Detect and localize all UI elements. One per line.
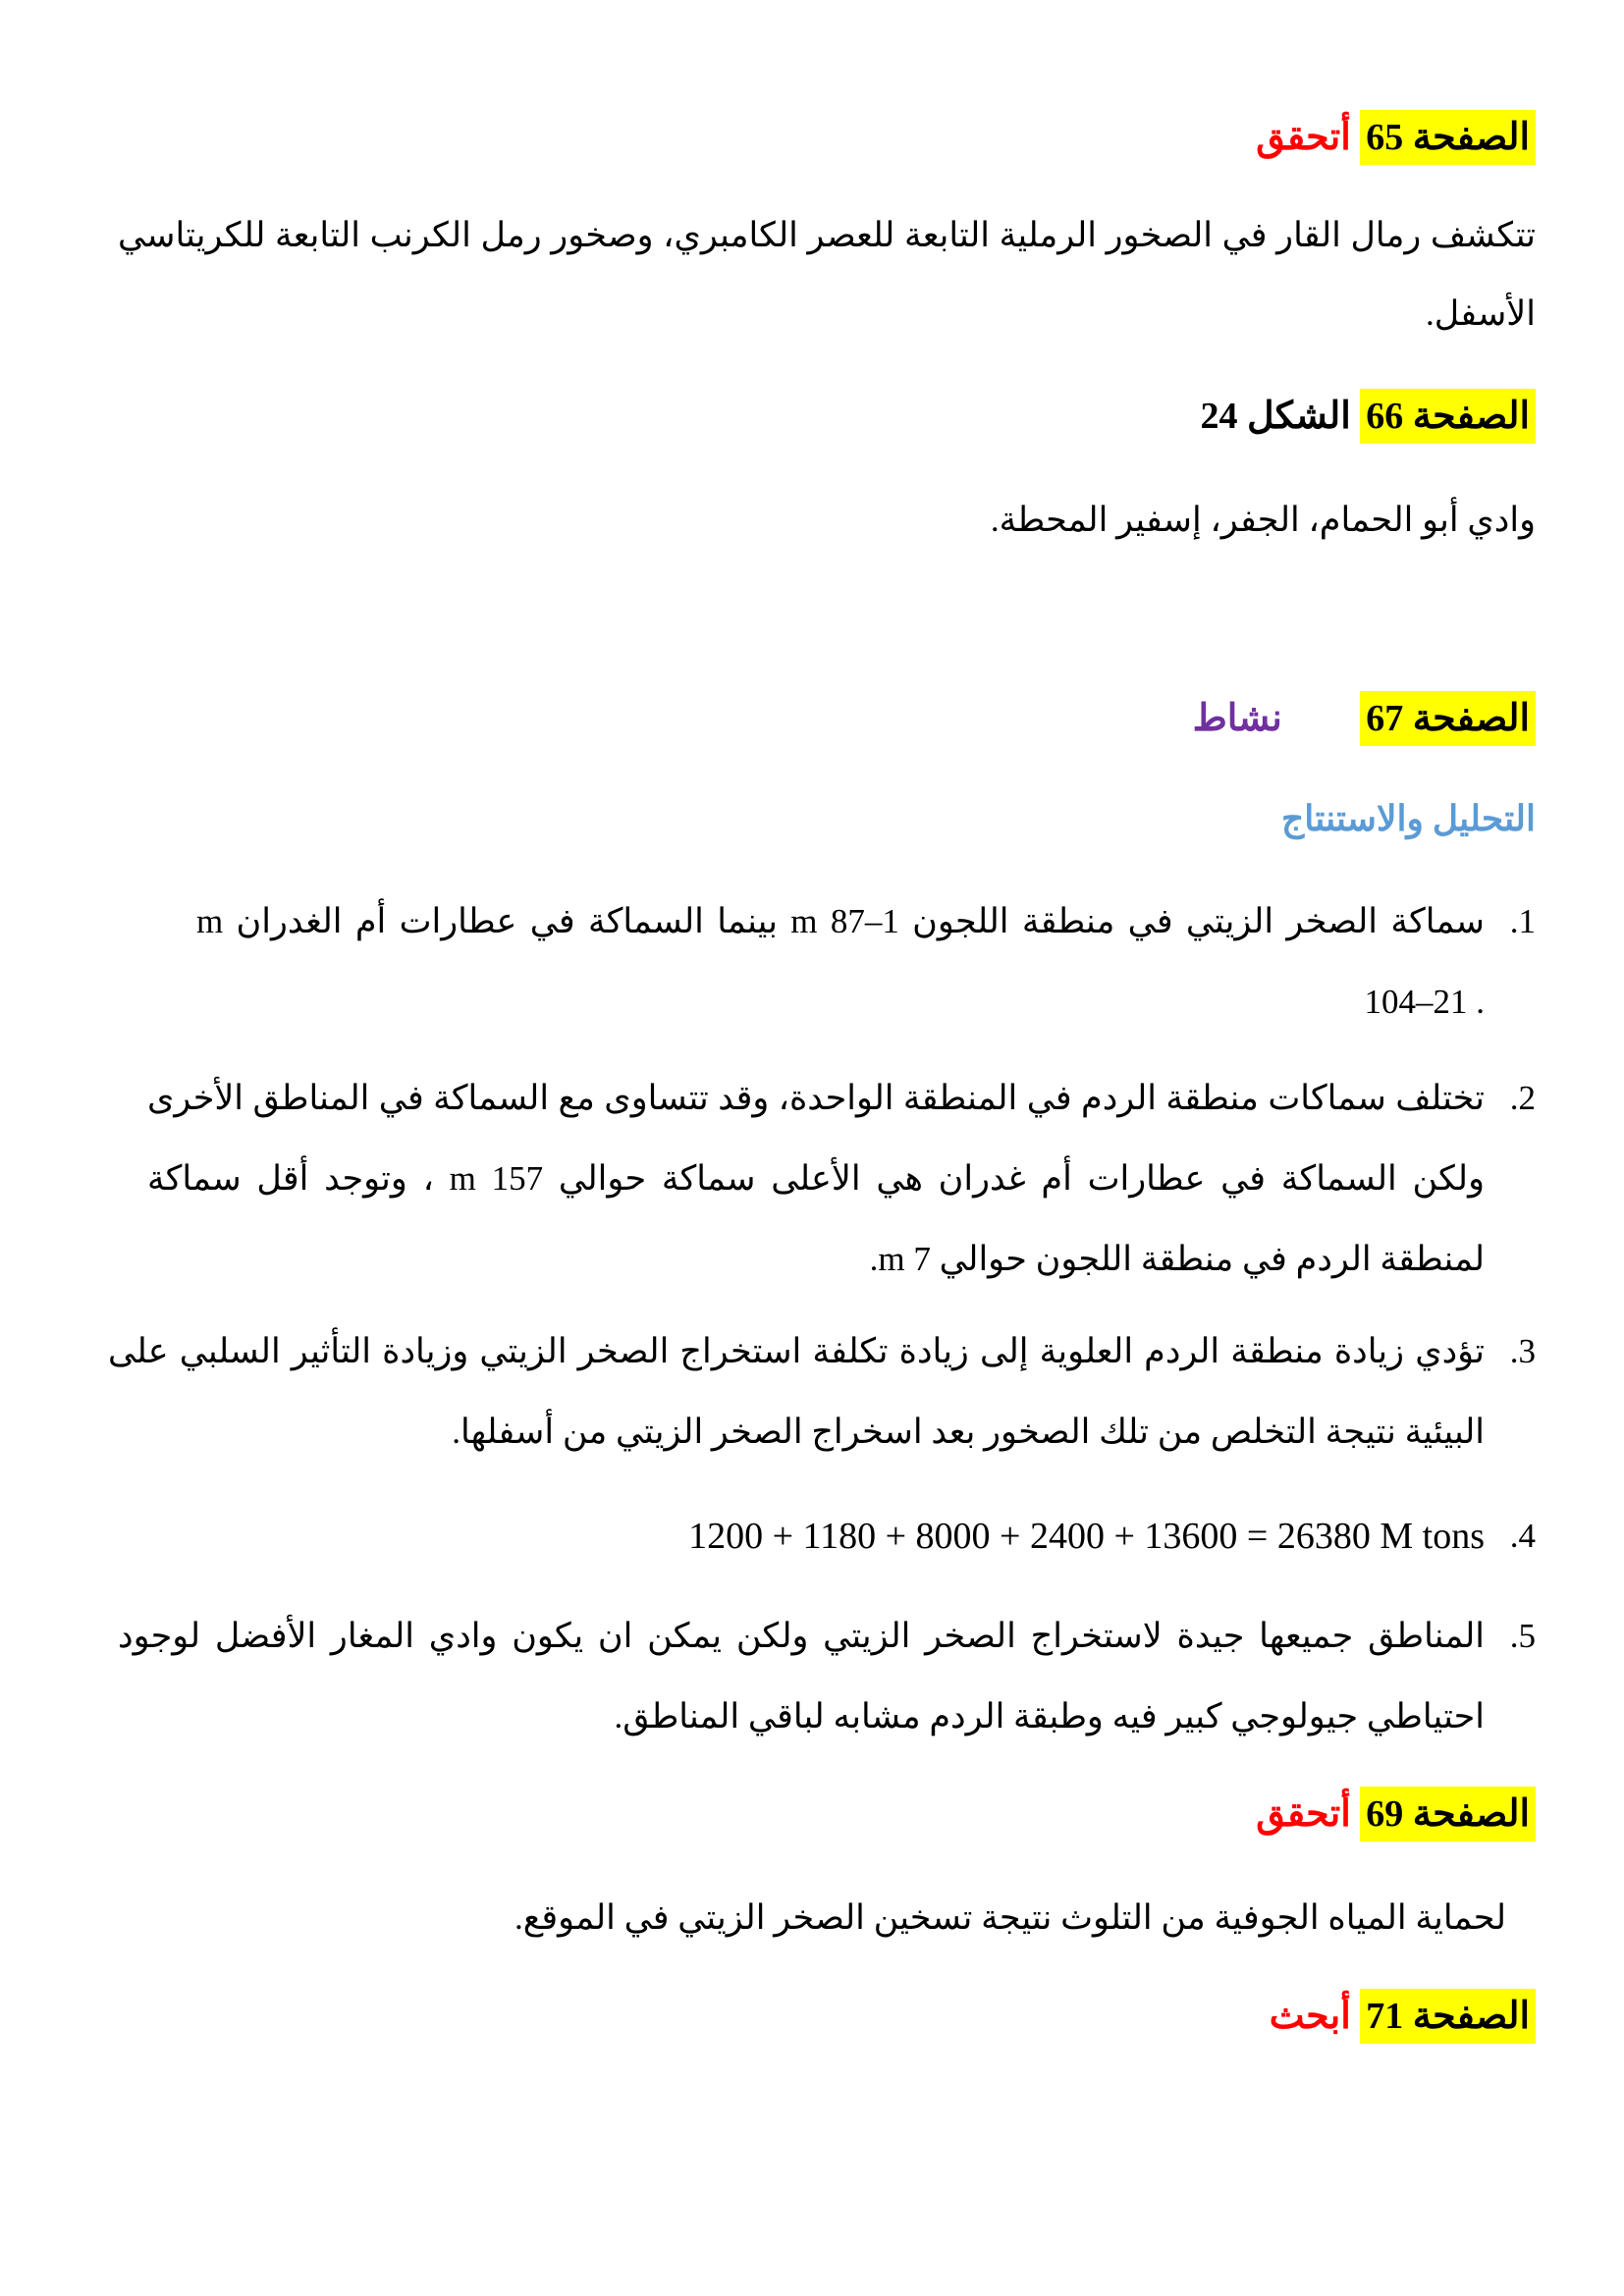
paragraph-line: تتكشف رمال القار في الصخور الرملية التابعة للعصر الكامبري، وصخور رمل الكرنب التابعة للكريتاسي: [118, 216, 1536, 254]
page-label: الصفحة: [1412, 1793, 1530, 1835]
list-item-line: . 21–104: [1364, 983, 1485, 1021]
page-label: الصفحة: [1412, 698, 1530, 739]
heading-page-66: [1200, 389, 1536, 444]
heading-page-67: [1193, 691, 1536, 746]
paragraph-page-65-line-2: [1426, 285, 1536, 344]
page-number-highlight: [1360, 1989, 1536, 2044]
page-label: الصفحة: [1412, 117, 1530, 158]
list-item-line: لمنطقة الردم في منطقة اللجون حوالي 7 m.: [869, 1240, 1485, 1278]
list-item-number: 2.: [1509, 1079, 1536, 1117]
paragraph-line: وادي أبو الحمام، الجفر، إسفير المحطة.: [990, 501, 1536, 539]
list-item-line: سماكة الصخر الزيتي في منطقة اللجون 1–87 m بينما السماكة في عطارات أم الغدران m: [196, 902, 1486, 940]
list-item-number: 1.: [1509, 902, 1536, 940]
list-item-line: تؤدي زيادة منطقة الردم العلوية إلى زيادة تكلفة استخراج الصخر الزيتي وزيادة التأثير السلبي على: [108, 1332, 1485, 1370]
list-item-body: [118, 1596, 1485, 1757]
list-item-line: تختلف سماكات منطقة الردم في المنطقة الواحدة، وقد تتساوى مع السماكة في المناطق الأخرى: [147, 1079, 1485, 1117]
list-item-number: 5.: [1509, 1617, 1536, 1655]
list-item-5: [118, 1596, 1536, 1757]
section-tag: أبحث: [1269, 1996, 1351, 2037]
list-item-line: المناطق جميعها جيدة لاستخراج الصخر الزيتي ولكن يمكن ان يكون وادي المغار الأفضل لوجود: [118, 1617, 1485, 1655]
section-tag: نشاط: [1192, 698, 1282, 739]
page-number: 69: [1366, 1793, 1404, 1835]
heading-page-65: [1256, 110, 1536, 165]
paragraph-page-69: [514, 1889, 1506, 1948]
subheading-analysis: التحليل والاستنتاج: [1281, 799, 1536, 838]
list-item-1: [196, 881, 1536, 1042]
page-number-highlight: [1360, 691, 1536, 746]
page-number: 71: [1366, 1996, 1404, 2037]
page-number-highlight: [1360, 389, 1536, 444]
list-item-line: 1200 + 1180 + 8000 + 2400 + 13600 = 26380 M tons: [688, 1516, 1485, 1557]
section-tag: الشكل 24: [1200, 396, 1351, 437]
section-tag: أتحقق: [1256, 117, 1351, 158]
page-number: 65: [1366, 117, 1404, 158]
list-item-number: 3.: [1509, 1332, 1536, 1370]
list-item-4: [688, 1496, 1536, 1576]
list-item-line: ولكن السماكة في عطارات أم غدران هي الأعلى سماكة حوالي 157 m ، وتوجد أقل سماكة: [147, 1159, 1485, 1198]
list-item-body: [196, 881, 1485, 1042]
list-item-body: [147, 1058, 1485, 1300]
page-number: 67: [1366, 698, 1404, 739]
paragraph-line: لحماية المياه الجوفية من التلوث نتيجة تسخين الصخر الزيتي في الموقع.: [514, 1898, 1506, 1937]
paragraph-line: الأسفل.: [1426, 294, 1536, 333]
page-number: 66: [1366, 396, 1404, 437]
list-item-3: [108, 1311, 1536, 1472]
page-label: الصفحة: [1412, 396, 1530, 437]
heading-page-69: [1256, 1787, 1536, 1842]
list-item-2: [147, 1058, 1536, 1300]
list-item-line: البيئية نتيجة التخلص من تلك الصخور بعد اسخراج الصخر الزيتي من أسفلها.: [452, 1413, 1485, 1451]
paragraph-page-66: [991, 491, 1536, 550]
section-tag: أتحقق: [1256, 1793, 1351, 1835]
list-item-body: [688, 1496, 1485, 1576]
list-item-body: [108, 1311, 1485, 1472]
heading-page-71: [1270, 1989, 1536, 2044]
list-item-number: 4.: [1509, 1517, 1536, 1555]
page-number-highlight: [1360, 110, 1536, 165]
list-item-line: احتياطي جيولوجي كبير فيه وطبقة الردم مشابه لباقي المناطق.: [614, 1697, 1485, 1735]
page-number-highlight: [1360, 1787, 1536, 1842]
page-label: الصفحة: [1412, 1996, 1530, 2037]
paragraph-page-65: [118, 206, 1536, 265]
